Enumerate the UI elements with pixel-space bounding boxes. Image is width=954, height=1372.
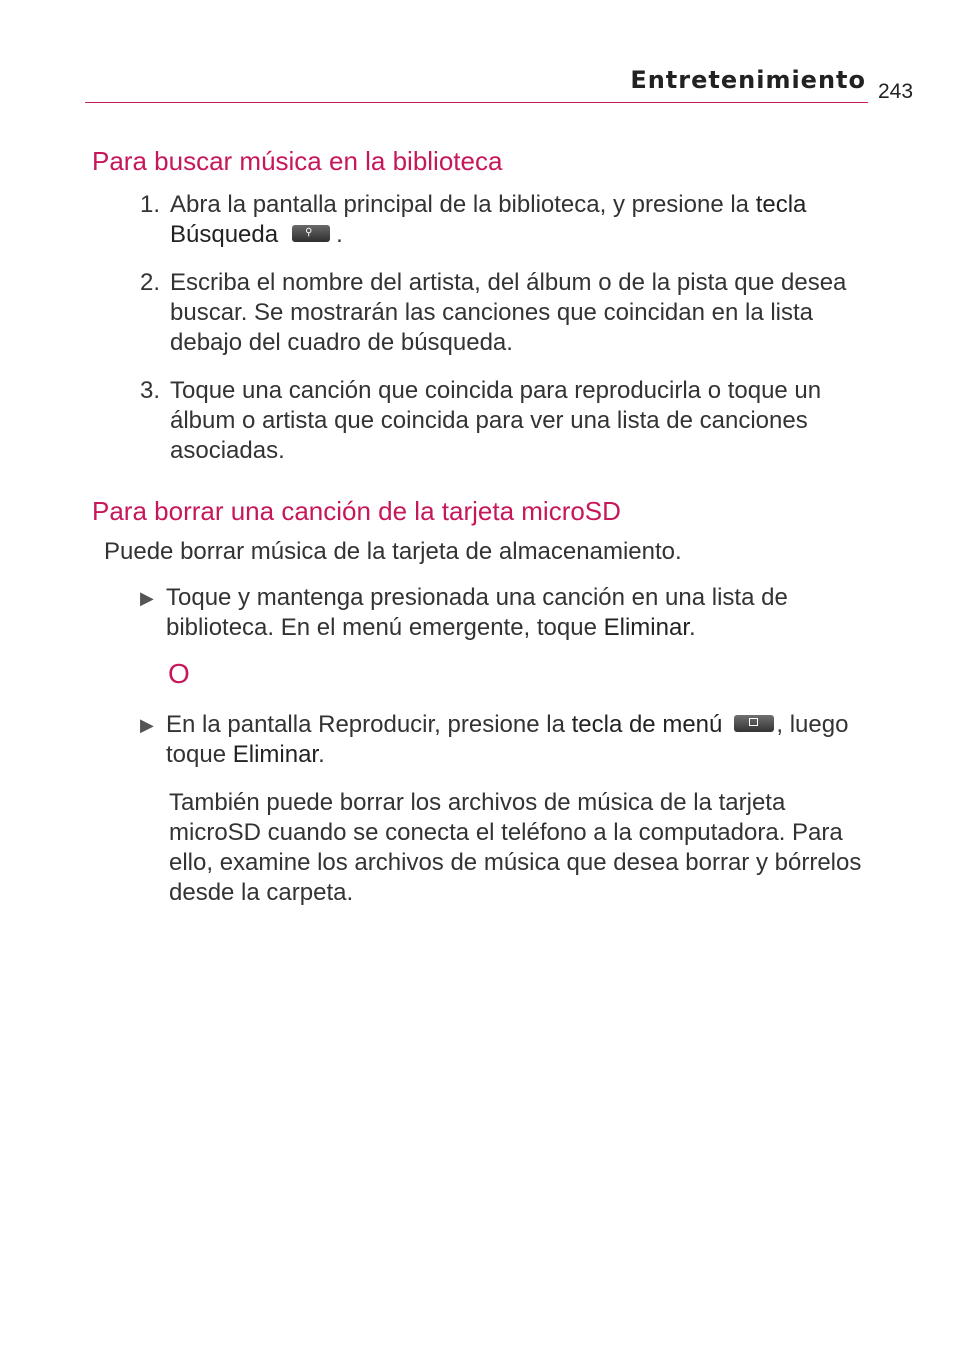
section-heading-search-music: Para buscar música en la biblioteca [92, 146, 503, 176]
bullet-item-2 [140, 710, 870, 770]
step-text [140, 190, 870, 250]
bullet-arrow-icon: ▶ [140, 588, 154, 608]
bullet-text-part: . [318, 741, 325, 768]
header-title: Entretenimiento [630, 66, 866, 94]
keyword-search-key: tecla Búsqueda [170, 191, 807, 248]
step-text: Toque una canción que coincida para reproducirla o toque un álbum o artista que coincida para ver una lista de canciones asociadas. [170, 377, 822, 464]
section-intro: Puede borrar música de la tarjeta de almacenamiento. [104, 538, 682, 565]
step-3 [140, 376, 870, 466]
header-divider [85, 102, 868, 103]
step-text: Escriba el nombre del artista, del álbum o de la pista que desea buscar. Se mostrarán las canciones que coincidan en la lista debajo del cuadro de búsqueda. [170, 269, 847, 356]
note-paragraph: También puede borrar los archivos de música de la tarjeta microSD cuando se conecta el teléfono a la computadora. Para ello, examine los archivos de música que desea borrar y bórrelos desde la carpeta. [169, 789, 862, 906]
search-icon: ⚲ [292, 225, 330, 242]
step-number: 1. [140, 191, 161, 218]
step-text-part: Abra la pantalla principal de la biblioteca, y presione la [170, 191, 756, 218]
bullet-text [140, 583, 870, 643]
page-number: 243 [878, 80, 914, 103]
bullet-item-1 [140, 583, 870, 643]
keyword-delete: Eliminar [603, 614, 689, 641]
menu-icon [734, 715, 774, 732]
step-number: 2. [140, 269, 161, 296]
step-text-part: . [336, 221, 343, 248]
bullet-text-part: Toque y mantenga presionada una canción en una lista de biblioteca. En el menú emergente, toque [166, 584, 788, 641]
section-heading-delete-song: Para borrar una canción de la tarjeta microSD [92, 496, 621, 526]
step-1 [140, 190, 870, 250]
bullet-text-part: , luego toque [166, 711, 849, 768]
keyword-delete: Eliminar [232, 741, 319, 768]
step-2 [140, 268, 870, 358]
bullet-text [140, 710, 870, 770]
keyword-menu-key: tecla de menú [571, 711, 723, 738]
step-number: 3. [140, 377, 161, 404]
bullet-arrow-icon: ▶ [140, 715, 154, 735]
bullet-text-part: En la pantalla Reproducir, presione la [166, 711, 572, 738]
bullet-text-part: . [688, 614, 696, 641]
or-separator: O [168, 658, 190, 689]
